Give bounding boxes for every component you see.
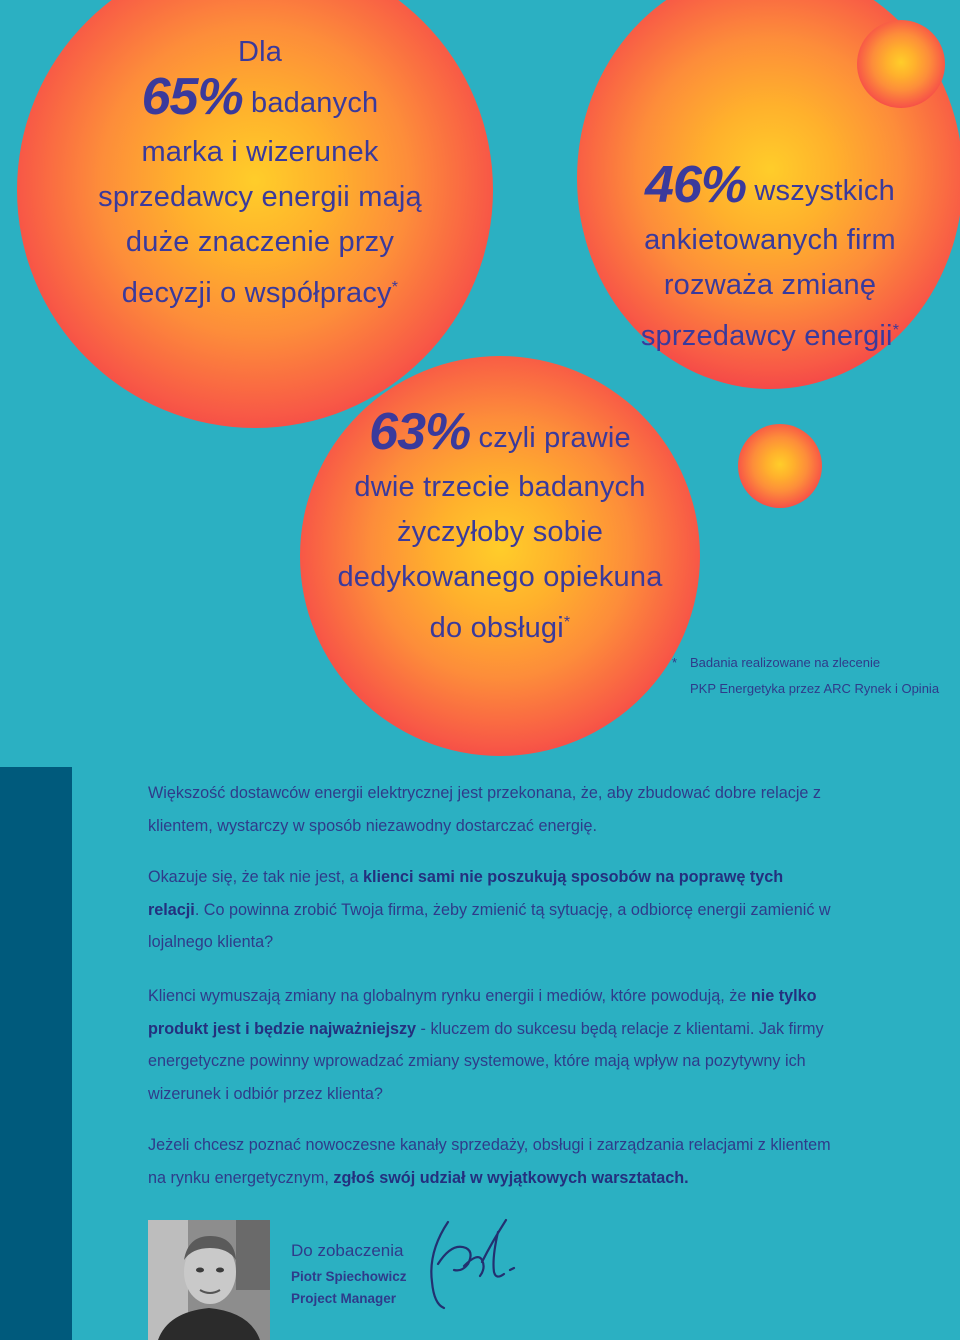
footnote [672,650,939,702]
bubble-65-last: decyzji o współpracy [121,277,392,309]
bubble-46-last: sprzedawcy energii [640,320,893,352]
bubble-46-percentage: 46% [645,156,747,214]
footnote-line-2: PKP Energetyka przez ARC Rynek i Opinia [690,681,940,696]
bubble-63-percentage: 63% [369,403,471,461]
bubble-65-line: marka i wizerunek [141,136,379,168]
bubble-46-after: wszystkich [754,175,895,207]
paragraph-1: Większość dostawców energii elektrycznej jest przekonana, że, aby zbudować dobre relacje z klientem, wystarczy w sposób niezawodny dostarczać energię. [148,784,822,835]
signature-block [291,1236,407,1310]
bubble-46-line: ankietowanych firm [644,224,896,256]
bubble-46-asterisk: * [892,322,900,339]
bubble-63-line: życzyłoby sobie [396,516,604,548]
bubble-65-text [80,30,440,316]
bubble-63-last: do obsługi [429,612,564,644]
author-photo [148,1220,270,1340]
bubble-63-asterisk: * [563,614,571,631]
paragraph-2-highlight: klienci sami nie poszukują sposobów na poprawę tych relacji [148,868,784,919]
paragraph-4: Jeżeli chcesz poznać nowoczesne kanały sprzedaży, obsługi i zarządzania relacjami z klientem na rynku energetycznym, zgłoś swój udział w wyjątkowych warsztatach. [148,1136,831,1187]
sidebar-accent [0,767,72,1340]
bubble-63-line: dwie trzecie badanych [354,471,646,503]
bubble-46-text [612,158,928,359]
bubble-63-line: dedykowanego opiekuna [337,561,663,593]
footnote-asterisk: * [672,655,678,670]
bubble-65-line: duże znaczenie przy [125,226,395,258]
small-bubble-right [738,424,822,508]
bubble-63-text [318,405,682,651]
bubble-63-after: czyli prawie [478,422,631,454]
bubble-46-line: rozważa zmianę [663,269,877,301]
author-role: Project Manager [291,1291,397,1306]
bubble-65-pre: Dla [237,36,283,68]
bubble-65-line: sprzedawcy energii mają [98,181,422,213]
handwritten-signature [418,1212,528,1312]
bubble-65-asterisk: * [391,279,399,296]
small-bubble-top-right [857,20,945,108]
author-name: Piotr Spiechowicz [291,1269,407,1284]
paragraph-4-highlight: zgłoś swój udział w wyjątkowych warsztatach. [333,1168,689,1187]
bubble-65-percentage: 65% [141,68,243,126]
footnote-line-1: Badania realizowane na zlecenie [690,655,881,670]
paragraph-3-highlight: nie tylko produkt jest i będzie najważniejszy [148,987,817,1038]
greeting: Do zobaczenia [291,1241,404,1260]
paragraph-2: Okazuje się, że tak nie jest, a klienci sami nie poszukują sposobów na poprawę tych relacji. Co powinna zrobić Twoja firma, żeby zmienić tą sytuację, a odbiorcę energii zamienić w lojalnego klienta? [148,868,831,951]
paragraph-3: Klienci wymuszają zmiany na globalnym rynku energii i mediów, które powodują, że nie tylko produkt jest i będzie najważniejszy - kluczem do sukcesu będą relacje z klientami. Jak firmy energetyczne powinny wprowadzać zmiany systemowe, które mają wpływ na pozytywny ich wizerunek i odbiór przez klienta? [148,987,824,1103]
bubble-65-after: badanych [250,87,379,119]
portrait-illustration [148,1220,270,1340]
